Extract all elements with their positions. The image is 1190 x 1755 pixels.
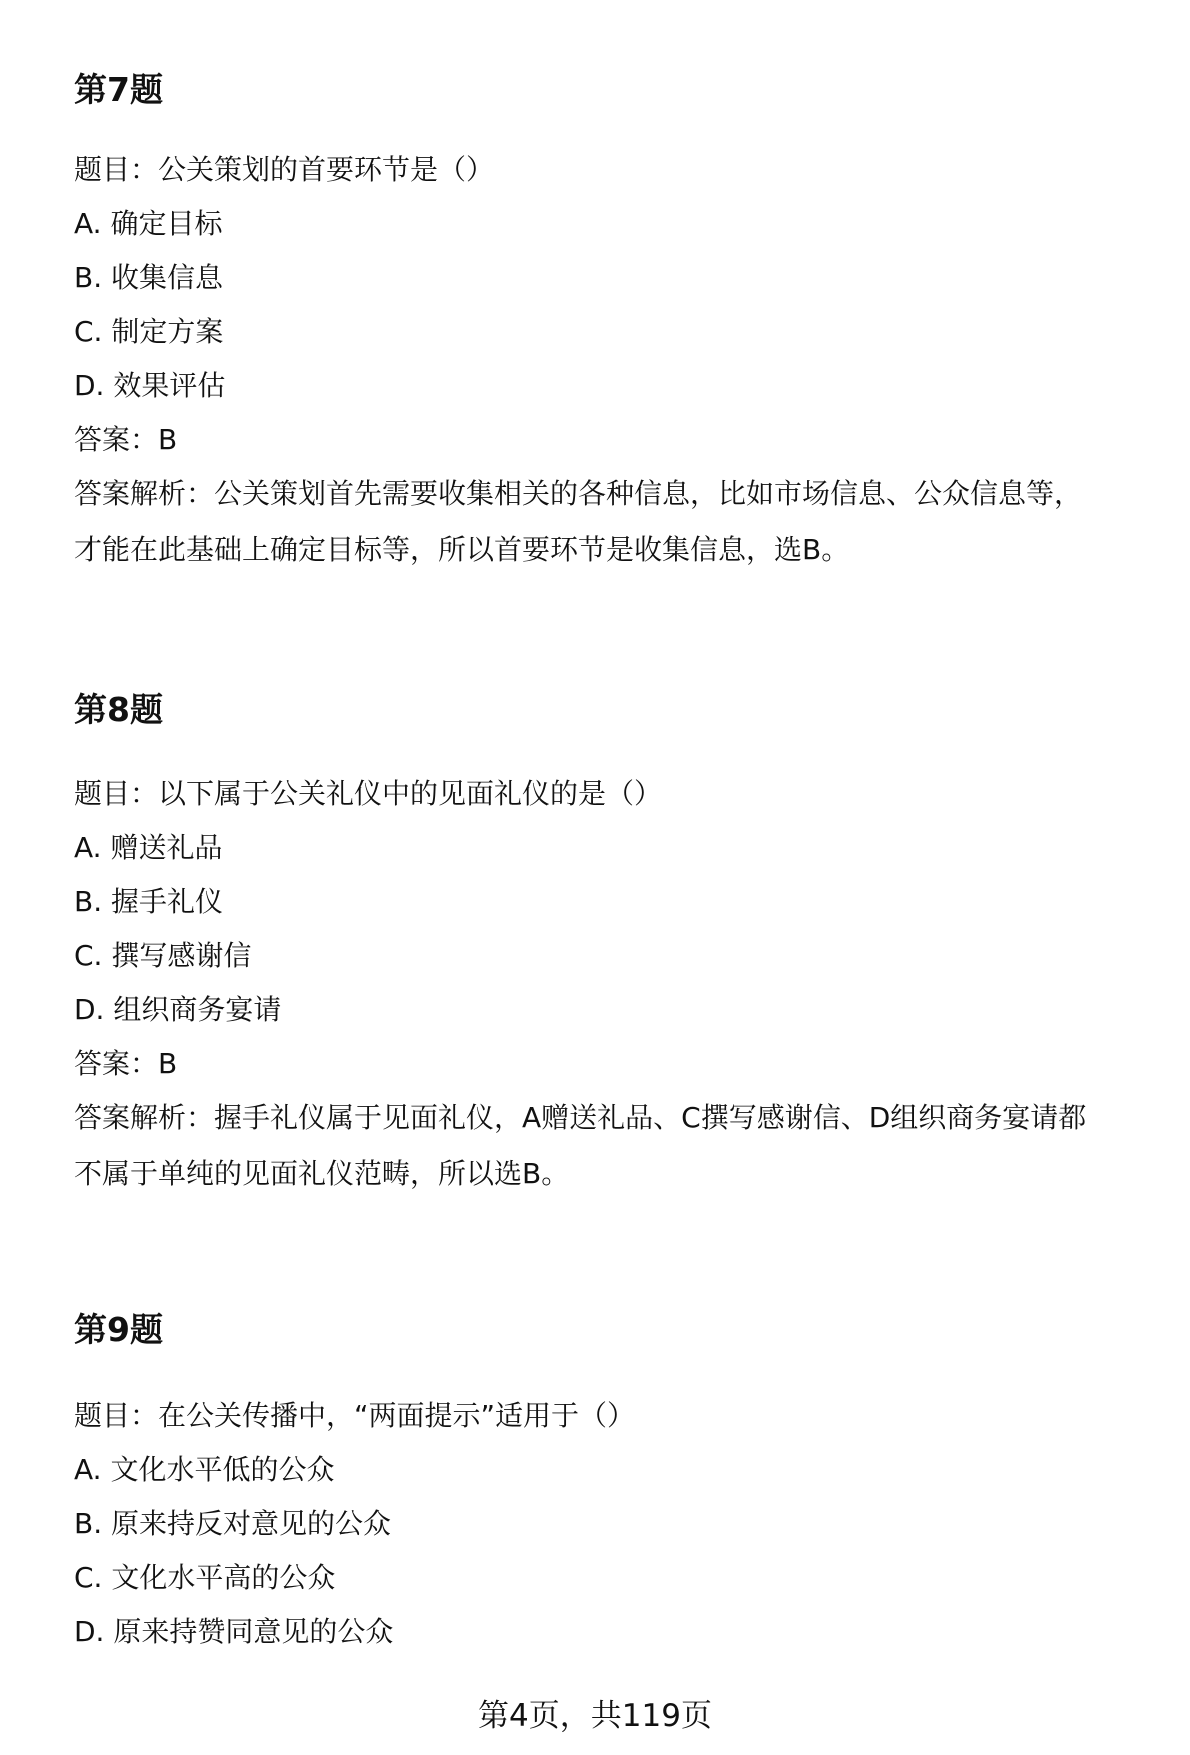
option-c: C. 撰写感谢信 — [74, 939, 252, 972]
answer: 答案：B — [74, 1047, 178, 1080]
page-number-footer: 第4页，共119页 — [478, 1698, 712, 1734]
option-c: C. 文化水平高的公众 — [74, 1561, 336, 1594]
option-d: D. 原来持赞同意见的公众 — [74, 1615, 394, 1648]
option-b: B. 握手礼仪 — [74, 885, 224, 918]
option-a: A. 确定目标 — [74, 207, 223, 240]
option-d: D. 组织商务宴请 — [74, 993, 282, 1026]
question-heading: 第8题 — [74, 690, 163, 729]
option-a: A. 文化水平低的公众 — [74, 1453, 335, 1486]
answer: 答案：B — [74, 423, 178, 456]
question-prompt: 题目：在公关传播中，“两面提示”适用于（） — [74, 1399, 636, 1432]
analysis-line: 答案解析：公关策划首先需要收集相关的各种信息，比如市场信息、公众信息等， — [74, 477, 1083, 510]
option-b: B. 收集信息 — [74, 261, 224, 294]
analysis-line: 答案解析：握手礼仪属于见面礼仪，A赠送礼品、C撰写感谢信、D组织商务宴请都 — [74, 1101, 1087, 1134]
option-a: A. 赠送礼品 — [74, 831, 223, 864]
question-heading: 第7题 — [74, 70, 163, 109]
question-heading: 第9题 — [74, 1310, 163, 1349]
option-d: D. 效果评估 — [74, 369, 226, 402]
question-prompt: 题目：以下属于公关礼仪中的见面礼仪的是（） — [74, 777, 663, 810]
option-b: B. 原来持反对意见的公众 — [74, 1507, 392, 1540]
analysis-line: 不属于单纯的见面礼仪范畴，所以选B。 — [74, 1157, 570, 1190]
analysis-line: 才能在此基础上确定目标等，所以首要环节是收集信息，选B。 — [74, 533, 850, 566]
option-c: C. 制定方案 — [74, 315, 224, 348]
question-prompt: 题目：公关策划的首要环节是（） — [74, 153, 495, 186]
